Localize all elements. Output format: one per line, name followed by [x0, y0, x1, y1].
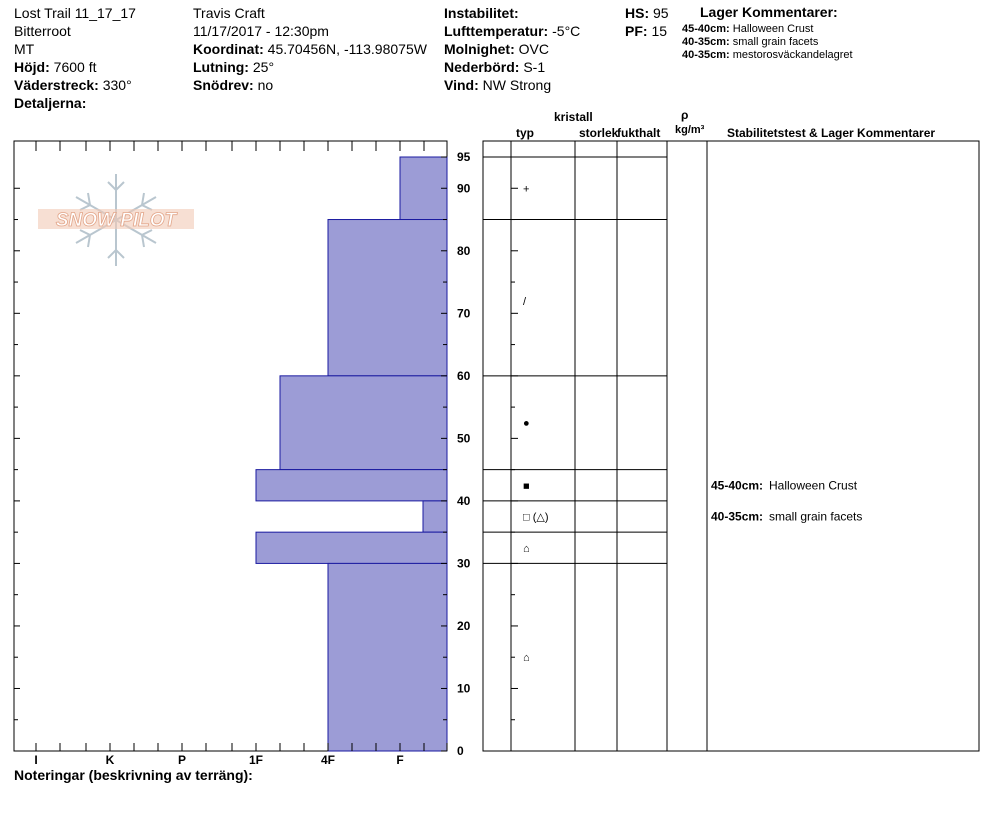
- hardness-label: F: [396, 753, 404, 767]
- hardness-bar: [280, 376, 447, 470]
- hardness-label: I: [34, 753, 38, 767]
- snowpilot-logo: [36, 170, 196, 270]
- weather-label: Lufttemperatur:: [444, 23, 549, 39]
- hardness-label: 1F: [248, 753, 264, 767]
- y-tick-label: 10: [457, 681, 471, 696]
- depth-value: 95: [653, 5, 669, 21]
- site-label: Höjd:: [14, 59, 50, 75]
- hardness-label: K: [105, 753, 115, 767]
- observer-value: no: [257, 77, 274, 93]
- header-storlek: storlek: [579, 126, 619, 140]
- header-kgm3: kg/m³: [675, 124, 705, 136]
- weather-label: Instabilitet:: [444, 5, 519, 21]
- crystal-symbol: ●: [523, 417, 530, 430]
- y-tick-label: 50: [457, 431, 471, 446]
- observer-value: 45.70456N, -113.98075W: [267, 41, 427, 57]
- noteringar-label: Noteringar (beskrivning av terräng):: [14, 767, 253, 783]
- y-tick-label: 80: [457, 243, 471, 258]
- observer-label: Snödrev:: [193, 77, 254, 93]
- stability-range: 45-40cm:: [711, 478, 764, 493]
- header-stabilitet: Stabilitetstest & Lager Kommentarer: [727, 126, 936, 140]
- lager-range: 40-35cm:: [682, 36, 730, 48]
- stability-text: Halloween Crust: [769, 478, 858, 493]
- header-typ: typ: [516, 126, 534, 140]
- lager-text: small grain facets: [732, 36, 819, 48]
- site-value: Bitterroot: [14, 23, 71, 39]
- crystal-symbol: □ (△): [523, 511, 549, 524]
- header-rho: ρ: [681, 108, 689, 122]
- y-tick-label: 30: [457, 556, 471, 571]
- crystal-symbol: /: [523, 295, 527, 308]
- hardness-bar: [400, 157, 447, 220]
- crystal-symbol: +: [523, 183, 530, 196]
- y-tick-label: 0: [457, 744, 464, 758]
- weather-value: -5°C: [552, 23, 581, 39]
- crystal-symbol: ■: [523, 480, 530, 493]
- y-tick-label: 40: [457, 493, 471, 508]
- hardness-label: 4F: [320, 753, 336, 767]
- y-tick-label: 90: [457, 181, 471, 196]
- crystal-symbol: ⌂: [523, 652, 530, 665]
- header-kristall: kristall: [554, 110, 593, 124]
- site-value: Lost Trail 11_17_17: [14, 5, 136, 21]
- lager-range: 45-40cm:: [682, 23, 730, 35]
- hardness-bar: [328, 220, 447, 376]
- depth-label: PF:: [625, 23, 648, 39]
- site-value: MT: [14, 41, 35, 57]
- observer-label: Lutning:: [193, 59, 249, 75]
- lager-text: mestorosväckandelagret: [732, 49, 853, 61]
- site-label: Detaljerna:: [14, 95, 87, 111]
- y-tick-label: 20: [457, 618, 471, 633]
- weather-label: Nederbörd:: [444, 59, 520, 75]
- depth-value: 15: [651, 23, 668, 39]
- hardness-bar: [423, 501, 447, 532]
- depth-label: HS:: [625, 5, 650, 21]
- layer-table-frame: [483, 141, 979, 751]
- stability-text: small grain facets: [769, 509, 863, 524]
- y-tick-label: 70: [457, 306, 471, 321]
- header-fukthalt: fukthalt: [617, 126, 661, 140]
- observer-value: 25°: [252, 59, 275, 75]
- hardness-bar: [328, 563, 447, 751]
- hardness-label: P: [177, 753, 187, 767]
- crystal-symbol: ⌂: [523, 542, 530, 555]
- weather-value: OVC: [518, 41, 549, 57]
- site-value: 330°: [102, 77, 132, 93]
- stability-range: 40-35cm:: [711, 509, 764, 524]
- lager-range: 40-35cm:: [682, 49, 730, 61]
- y-tick-label: 95: [457, 150, 471, 164]
- lager-text: Halloween Crust: [732, 23, 814, 35]
- site-label: Väderstreck:: [14, 77, 99, 93]
- weather-value: S-1: [523, 59, 546, 75]
- weather-value: NW Strong: [482, 77, 552, 93]
- observer-value: 11/17/2017 - 12:30pm: [193, 23, 329, 39]
- logo-text: SNOW PILOT: [55, 210, 177, 231]
- observer-value: Travis Craft: [193, 5, 265, 21]
- weather-label: Molnighet:: [444, 41, 515, 57]
- y-tick-label: 60: [457, 368, 471, 383]
- lager-kommentarer-title: Lager Kommentarer:: [700, 4, 838, 20]
- site-value: 7600 ft: [53, 59, 97, 75]
- hardness-bar: [256, 470, 447, 501]
- observer-label: Koordinat:: [193, 41, 264, 57]
- weather-label: Vind:: [444, 77, 479, 93]
- hardness-bar: [256, 532, 447, 563]
